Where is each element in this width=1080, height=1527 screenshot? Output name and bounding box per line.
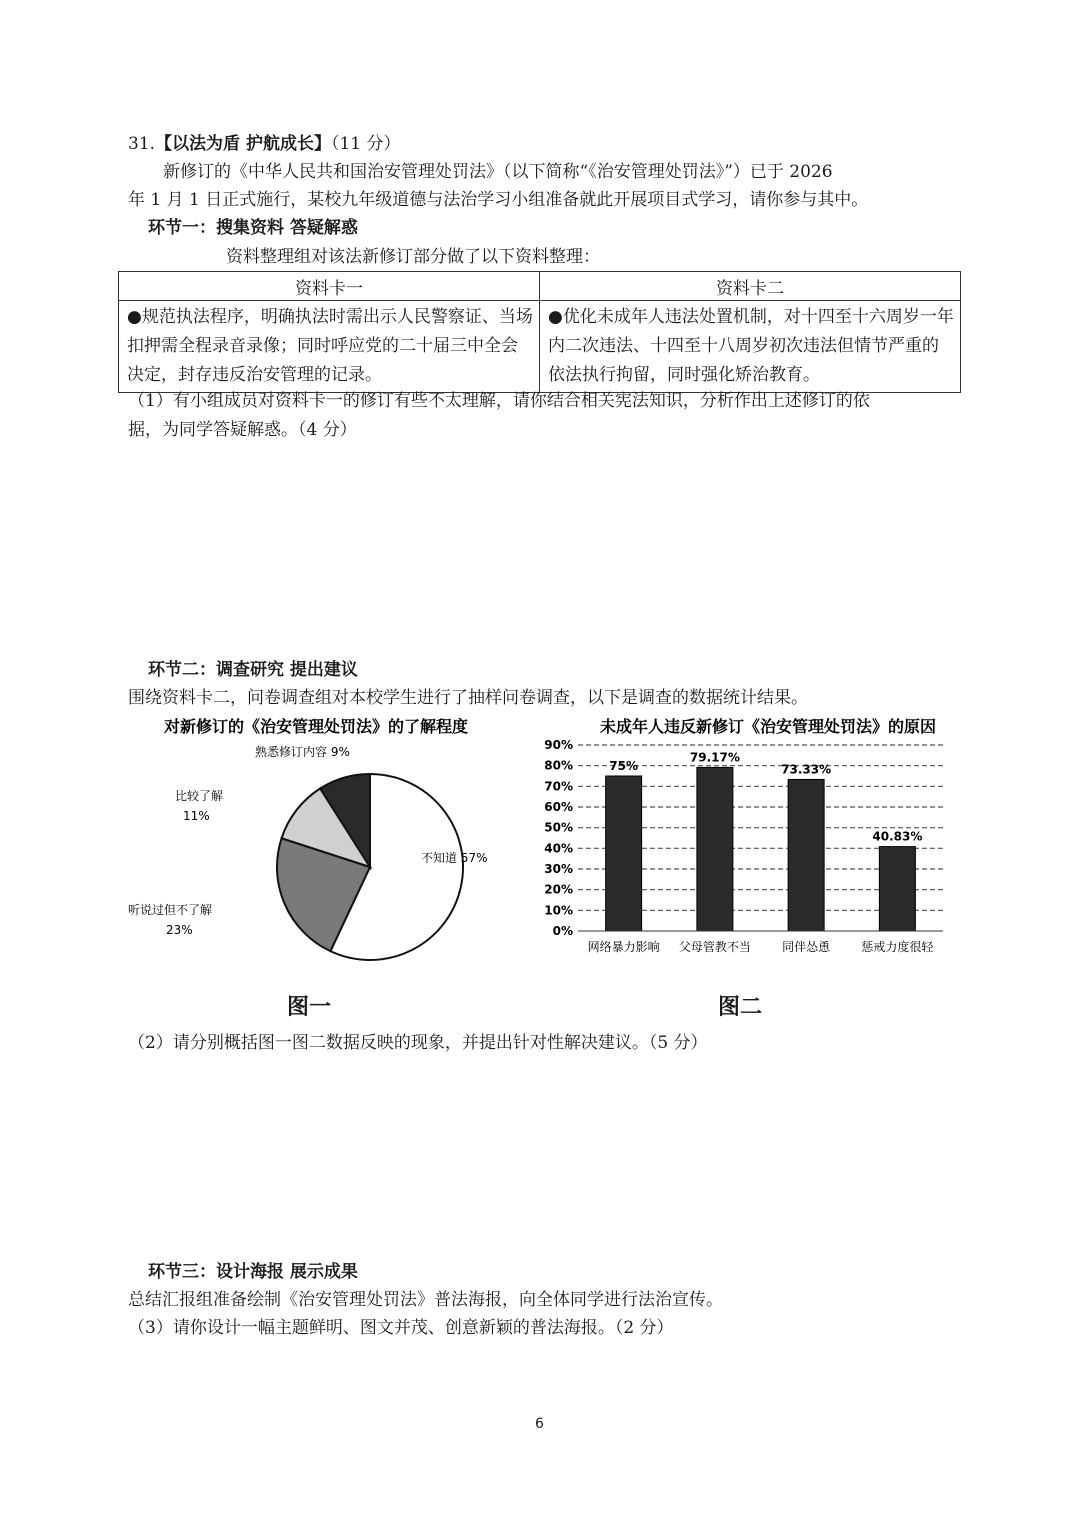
pie-chart-figure1	[115, 705, 495, 1035]
y-tick-label: 10%	[544, 903, 573, 918]
y-tick-label: 70%	[544, 779, 573, 794]
bar	[879, 847, 915, 931]
card1-body: ●规范执法程序，明确执法时需出示人民警察证、当场扣押需全程录音录像；同时呼应党的二十届三中全会决定，封存违反治安管理的记录。	[119, 301, 540, 393]
card2-header: 资料卡二	[540, 272, 961, 301]
bar	[606, 776, 642, 931]
q3-text: （3）请你设计一幅主题鲜明、图文并茂、创意新颖的普法海报。（2 分）	[128, 1318, 674, 1338]
section2-heading: 环节二：调查研究 提出建议	[148, 660, 358, 680]
y-tick-label: 60%	[544, 800, 573, 814]
pie-label: 熟悉修订内容 9%	[255, 745, 350, 759]
y-tick-label: 90%	[544, 738, 573, 752]
page-number: 6	[535, 1416, 544, 1432]
y-tick-label: 80%	[544, 758, 573, 773]
q1-line-1: （1）有小组成员对资料卡一的修订有些不太理解，请你结合相关宪法知识，分析作出上述修订的依	[128, 391, 870, 411]
bar-value-label: 73.33%	[781, 762, 832, 777]
x-tick-label: 网络暴力影响	[587, 940, 660, 954]
material-cards-table	[118, 271, 961, 393]
bar-chart-title: 未成年人违反新修订《治安管理处罚法》的原因	[600, 717, 937, 736]
y-tick-label: 50%	[544, 820, 573, 835]
q2-text: （2）请分别概括图一图二数据反映的现象，并提出针对性解决建议。（5 分）	[128, 1033, 708, 1053]
bar	[788, 779, 824, 931]
figure2-label: 图二	[718, 995, 763, 1020]
section1-heading: 环节一：搜集资料 答疑解惑	[148, 218, 358, 238]
x-tick-label: 惩戒力度很轻	[861, 940, 934, 954]
section1-lead: 资料整理组对该法新修订部分做了以下资料整理：	[226, 247, 600, 267]
pie-chart-title: 对新修订的《治安管理处罚法》的了解程度	[164, 717, 469, 736]
section2-lead: 围绕资料卡二，问卷调查组对本校学生进行了抽样问卷调查，以下是调查的数据统计结果。	[128, 688, 808, 708]
x-tick-label: 同伴怂恿	[782, 940, 831, 954]
bar-value-label: 75%	[609, 759, 638, 773]
card1-header: 资料卡一	[119, 272, 540, 301]
figure1-label: 图一	[287, 995, 332, 1020]
bar	[697, 767, 733, 931]
x-tick-label: 父母管教不当	[678, 940, 751, 954]
q1-line-2: 据，为同学答疑解惑。（4 分）	[128, 420, 357, 440]
section3-heading: 环节三：设计海报 展示成果	[148, 1262, 358, 1282]
y-tick-label: 20%	[544, 882, 573, 897]
bar-chart-figure2	[540, 705, 960, 975]
card2-body: ●优化未成年人违法处置机制，对十四至十六周岁一年内二次违法、十四至十八周岁初次违法但情节严重的依法执行拘留，同时强化矫治教育。	[540, 301, 961, 393]
question-header	[128, 130, 401, 158]
pie-value-label: 11%	[183, 809, 210, 823]
bar-value-label: 79.17%	[689, 750, 740, 765]
intro-line-2: 年 1 月 1 日正式施行，某校九年级道德与法治学习小组准备就此开展项目式学习，请你参与其中。	[128, 190, 869, 210]
question-number: 31.	[128, 134, 156, 154]
y-tick-label: 40%	[544, 841, 573, 856]
y-tick-label: 30%	[544, 862, 573, 876]
pie-value-label: 23%	[166, 923, 193, 937]
pie-label: 不知道 57%	[421, 851, 488, 865]
y-tick-label: 0%	[552, 924, 573, 938]
question-title: 【以法为盾 护航成长】	[155, 134, 331, 154]
pie-label: 比较了解	[175, 789, 224, 803]
section3-lead: 总结汇报组准备绘制《治安管理处罚法》普法海报，向全体同学进行法治宣传。	[128, 1290, 723, 1310]
intro-line-1: 新修订的《中华人民共和国治安管理处罚法》（以下简称“《治安管理处罚法》”）已于 2026	[163, 162, 833, 182]
pie-label: 听说过但不了解	[128, 903, 213, 917]
question-score: （11 分）	[330, 134, 401, 154]
bar-value-label: 40.83%	[872, 829, 923, 844]
